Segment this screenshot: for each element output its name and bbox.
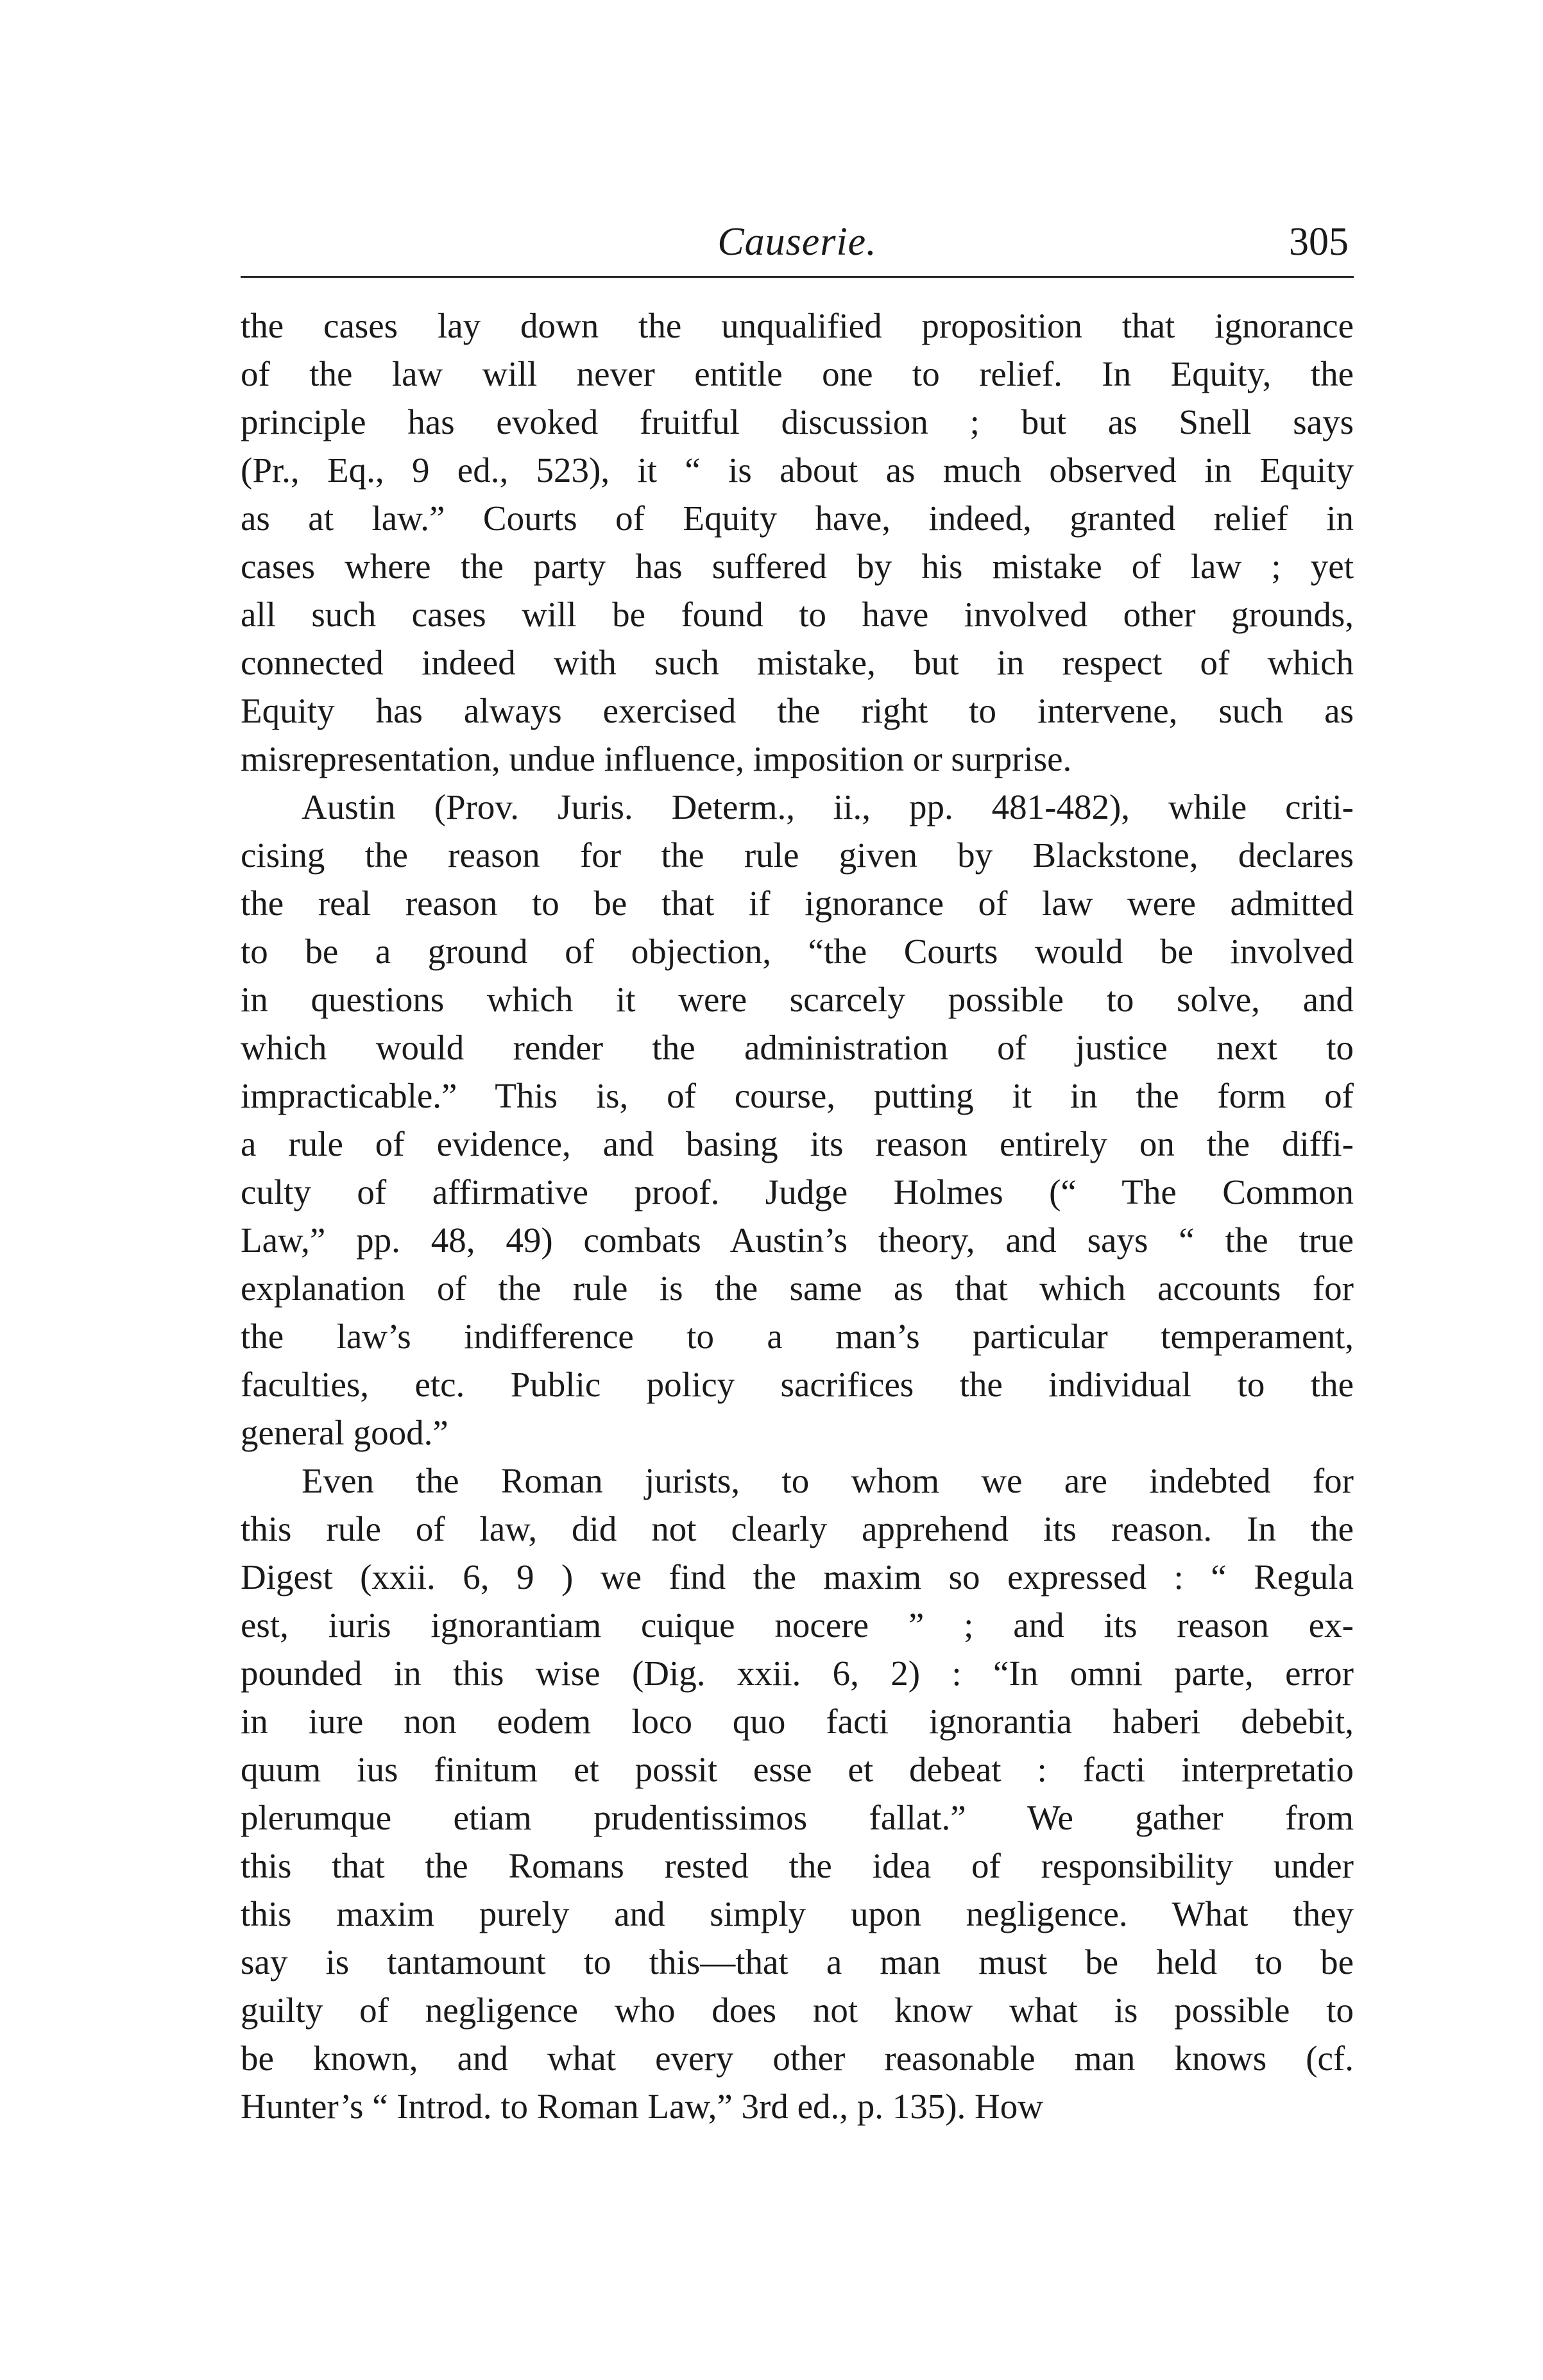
text-line: impracticable.” This is, of course, putting it in the form of xyxy=(241,1076,1354,1115)
text-line: all such cases will be found to have involved other grounds, xyxy=(241,595,1354,634)
text-line: be known, and what every other reasonable man knows (cf. xyxy=(241,2039,1354,2078)
text-line: this that the Romans rested the idea of responsibility under xyxy=(241,1846,1354,1885)
text-line: say is tantamount to this—that a man must be held to be xyxy=(241,1942,1354,1982)
text-line: Austin (Prov. Juris. Determ., ii., pp. 481-482), while criti- xyxy=(302,787,1354,826)
text-line: principle has evoked fruitful discussion ; but as Snell says xyxy=(241,402,1354,441)
text-line: est, iuris ignorantiam cuique nocere ” ; and its reason ex- xyxy=(241,1605,1354,1645)
paragraph xyxy=(241,783,1354,1457)
text-line: this maxim purely and simply upon negligence. What they xyxy=(241,1894,1354,1933)
text-line: as at law.” Courts of Equity have, indeed, granted relief in xyxy=(241,499,1354,538)
text-line: in questions which it were scarcely possible to solve, and xyxy=(241,980,1354,1019)
text-line: the law’s indifference to a man’s particular temperament, xyxy=(241,1317,1354,1356)
text-line: faculties, etc. Public policy sacrifices the individual to the xyxy=(241,1365,1354,1404)
text-line: this rule of law, did not clearly apprehend its reason. In the xyxy=(241,1509,1354,1548)
text-line: plerumque etiam prudentissimos fallat.” We gather from xyxy=(241,1798,1354,1837)
text-line: the cases lay down the unqualified proposition that ignorance xyxy=(241,306,1354,345)
text-line: Equity has always exercised the right to intervene, such as xyxy=(241,691,1354,730)
text-line: Digest (xxii. 6, 9 ) we find the maxim so expressed : “ Regula xyxy=(241,1557,1354,1597)
text-line: (Pr., Eq., 9 ed., 523), it “ is about as much observed in Equity xyxy=(241,450,1354,490)
text-line: explanation of the rule is the same as that which accounts for xyxy=(241,1269,1354,1308)
text-line: which would render the administration of justice next to xyxy=(241,1028,1354,1067)
text-line: quum ius finitum et possit esse et debeat : facti interpretatio xyxy=(241,1750,1354,1789)
text-line: to be a ground of objection, “the Courts would be involved xyxy=(241,932,1354,971)
paragraph xyxy=(241,1457,1354,2130)
text-line: cising the reason for the rule given by Blackstone, declares xyxy=(241,835,1354,875)
text-line: a rule of evidence, and basing its reason entirely on the diffi- xyxy=(241,1124,1354,1163)
text-line: cases where the party has suffered by his mistake of law ; yet xyxy=(241,547,1354,586)
body-text xyxy=(241,302,1354,2130)
text-line: Law,” pp. 48, 49) combats Austin’s theory, and says “ the true xyxy=(241,1220,1354,1260)
text-line: culty of affirmative proof. Judge Holmes (“ The Common xyxy=(241,1172,1354,1211)
running-title: Causerie. xyxy=(717,220,877,264)
text-line: pounded in this wise (Dig. xxii. 6, 2) : “In omni parte, error xyxy=(241,1654,1354,1693)
text-line: Even the Roman jurists, to whom we are indebted for xyxy=(302,1461,1354,1500)
text-line: general good.” xyxy=(241,1413,448,1452)
text-line: in iure non eodem loco quo facti ignorantia haberi debebit, xyxy=(241,1702,1354,1741)
running-header xyxy=(241,212,1354,276)
header-rule xyxy=(241,276,1354,278)
text-line: the real reason to be that if ignorance of law were admitted xyxy=(241,884,1354,923)
paragraph xyxy=(241,302,1354,783)
text-line: Hunter’s “ Introd. to Roman Law,” 3rd ed., p. 135). How xyxy=(241,2087,1043,2126)
text-line: connected indeed with such mistake, but in respect of which xyxy=(241,643,1354,682)
text-line: guilty of negligence who does not know what is possible to xyxy=(241,1990,1354,2030)
text-line: of the law will never entitle one to relief. In Equity, the xyxy=(241,354,1354,393)
text-line: misrepresentation, undue influence, imposition or surprise. xyxy=(241,739,1072,778)
page-number: 305 xyxy=(1289,220,1349,264)
